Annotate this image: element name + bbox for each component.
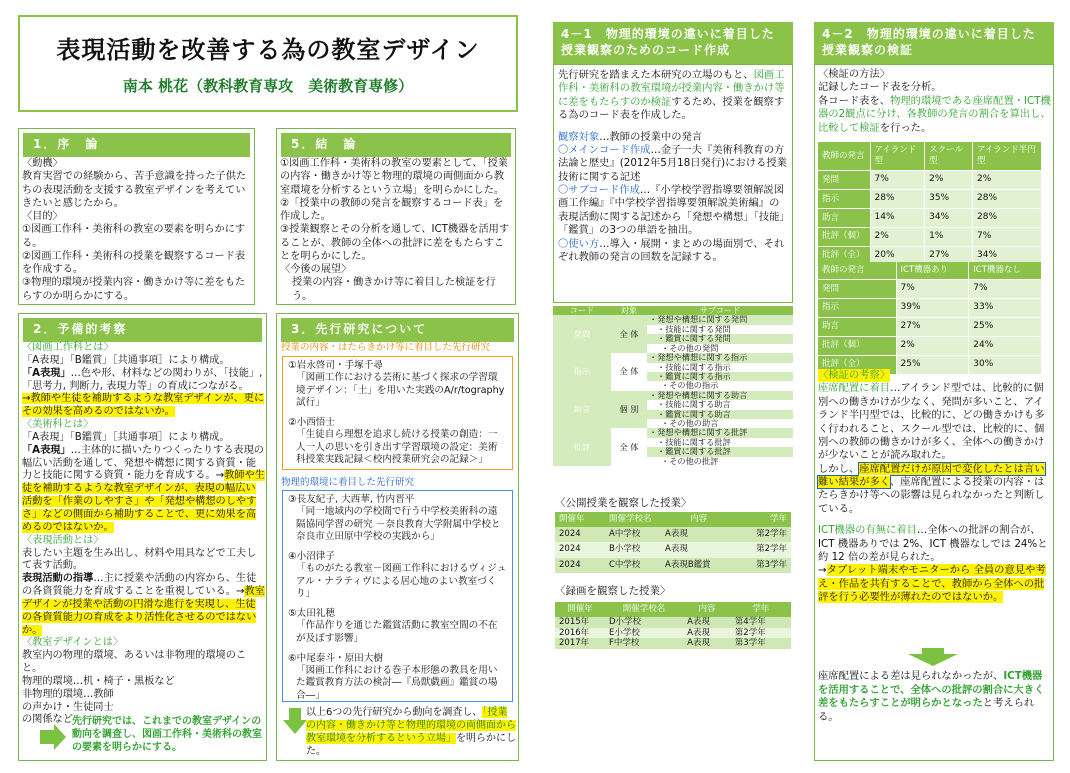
target-col-header: 対象 xyxy=(611,306,647,315)
zukou-line xyxy=(22,368,265,394)
public-school: B小学校 xyxy=(605,542,661,557)
ict-label: 批評（個） xyxy=(818,336,896,355)
subcode-cell: ・その他の指示 xyxy=(647,381,793,390)
hyogen-highlight-text: 教室デザインが授業や活動の円滑な進行を実現し、生徒の各資質能力の育成をより活性化させるのではないか。 xyxy=(22,586,265,636)
consider-ict xyxy=(818,524,1050,564)
zukou-keyword: 「A表現」 xyxy=(22,367,71,379)
video-school: F中学校 xyxy=(605,638,683,649)
zukou-line: 「A表現」「B鑑賞」［共通事項］により構成。 xyxy=(22,354,230,366)
consider-heading: 〈検証の考察〉 xyxy=(818,369,891,381)
method-line: 記録したコード表を分析。 xyxy=(818,81,942,94)
prior-box-physical xyxy=(282,490,513,702)
public-content: A表現 xyxy=(661,542,736,557)
ref-2-author: ②小西悟士 xyxy=(288,417,335,429)
ref-3-author: ③長友紀子, 大西華, 竹内晋平 xyxy=(288,494,415,505)
down-arrow-icon xyxy=(908,648,958,666)
seating-value: 34% xyxy=(973,246,1042,264)
bijutsu-keyword: 「A表現」 xyxy=(22,444,71,456)
video-year-header: 開催年 xyxy=(555,602,605,617)
subcode-cell: ・発想や構想に関する助言 xyxy=(647,391,793,400)
bijutsu-text: …主体的に描いたりつくったりする表現の幅広い活動を通して、発想や構想に関する資質・能力と技能に関する資質・能力を育成する。 xyxy=(22,444,264,482)
code-cell: 助言 xyxy=(553,391,611,429)
prior-sub2-title: 物理的環境に着目した先行研究 xyxy=(281,477,415,488)
code-cell: 指示 xyxy=(553,353,611,391)
s41-intro xyxy=(558,69,790,123)
zukou-heading: 〈図画工作科とは〉 xyxy=(22,342,114,353)
title-box xyxy=(18,15,518,112)
seating-value: 28% xyxy=(973,209,1042,228)
ict-value: 25% xyxy=(896,355,969,373)
ref-5-title: 「作品作りを通じた鑑賞活動に教室空間の不在が及ぼす影響」 xyxy=(296,620,498,644)
target-cell: 全 体 xyxy=(611,428,647,466)
subcode-cell: ・技能に関する批評 xyxy=(647,438,793,447)
conclusion-line: ②「授業中の教師の発言を観察するコード表」を作成した。 xyxy=(280,197,504,222)
video-row xyxy=(555,638,791,649)
seating-label: 発問 xyxy=(818,171,870,190)
consider-however-a: しかし、 xyxy=(818,462,860,475)
s41-intro-b: 図画工作科・美術科の教室環境が授業内容・働きかけ等に差をもたらすのか検証 xyxy=(558,69,785,108)
bijutsu-line: 「A表現」「B鑑賞」［共通事項］により構成。 xyxy=(22,431,230,443)
public-grade-header: 学年 xyxy=(736,512,791,527)
prior-box-content xyxy=(282,356,513,470)
ict-value: 33% xyxy=(969,299,1042,318)
ict-row xyxy=(818,336,1042,355)
seating-row xyxy=(818,209,1042,228)
hyogen-text: …主に授業や活動の内容から、生徒の各資質能力を育成することを重視している。 xyxy=(22,573,257,598)
subcode-cell: ・発想や構想に関する批評 xyxy=(647,428,793,437)
s41-sub-b: …『小学校学習指導要領解説図画工作編』『中学校学習指導要領解説美術編』の 表現活動に関する記述から「発想や構想」「技能」「鑑賞」の3つの単語を抽出。 xyxy=(558,184,790,237)
subcode-cell: ・発想や構想に関する発問 xyxy=(647,315,793,324)
s41-sub-a: 〇サブコード作成 xyxy=(558,184,640,196)
ict-label: 指示 xyxy=(818,299,896,318)
video-school: E小学校 xyxy=(605,628,683,639)
video-grade: 第2学年 xyxy=(731,628,791,639)
public-content: A表現 xyxy=(661,527,736,542)
consider-ict-result xyxy=(818,564,1050,604)
consider-however-c: 、座席配置による授業の内容・はたらきかけ等への影響は見られなかったと判断している。 xyxy=(818,476,1045,515)
consider-ict-result-text: タブレット端末やモニターから 全員の意見や考え・作品を共有することで、教師から全体への批評を行う必要性が薄れたのではないか。 xyxy=(818,564,1046,603)
public-year: 2024 xyxy=(555,527,605,542)
ict-label: 助言 xyxy=(818,317,896,336)
consider-ict-a: ICT機器の有無に着目 xyxy=(818,524,917,537)
s41-main-b: …金子一夫『美術科教育の方法論と歴史』(2012年5月18日発行)における授業技術に関する記述 xyxy=(558,143,787,183)
seating-value: 7% xyxy=(973,228,1042,247)
method-line-c: を行った。 xyxy=(879,121,932,134)
seating-label: 批評（個） xyxy=(818,228,870,247)
public-content: A表現B鑑賞 xyxy=(661,558,736,573)
public-school-header: 開催学校名 xyxy=(605,512,661,527)
public-class-table xyxy=(555,512,791,573)
s41-observe-b: …教師の授業中の発言 xyxy=(599,130,703,143)
consider-seating-b: …アイランド型では、比較的に個別への働きかけが少なく、発問が多いこと、アイランド半円型では、比較的に、どの働きかけも多く行われること、スクール型では、比較的に、個別への教師の働きかけが多く、全体への働きかけが少ないことが読み取れた。 xyxy=(818,382,1045,462)
ict-label: 批評（全） xyxy=(818,355,896,373)
subcode-cell: ・鑑賞に関する批評 xyxy=(647,447,793,456)
prior-sub1-title: 授業の内容・はたらきかけ等に着目した先行研究 xyxy=(281,342,491,353)
final-conclusion xyxy=(818,670,1050,724)
code-cell: 発問 xyxy=(553,315,611,353)
seating-header-cell: アイランド半円型 xyxy=(973,142,1042,171)
prior-summary-a: 以上6つの先行研究から動向を調査し、 xyxy=(306,707,483,718)
public-year-header: 開催年 xyxy=(555,512,605,527)
hyogen-arrow: → xyxy=(235,586,245,598)
ict-row xyxy=(818,280,1042,299)
target-cell: 全 体 xyxy=(611,353,647,391)
hyogen-line: 表したい主題を生み出し、材料や用具などで工夫して表す活動。 xyxy=(22,547,257,572)
public-class-heading: 〈公開授業を観察した授業〉 xyxy=(555,497,692,509)
s41-observe xyxy=(558,131,790,144)
consider-seating-a: 座席配置に着目 xyxy=(818,382,891,395)
video-class-table xyxy=(555,602,791,649)
ref-1-title: 「図画工作における芸術に基づく探求の学習環境デザイン：「土」を用いた実践のA/r/tography 試行」 xyxy=(296,372,505,408)
method-line-b: 物理的環境である座席配置・ICT機器の2観点に分け、各教師の発言の割合を算出し、比較して検証 xyxy=(818,94,1051,134)
public-row xyxy=(555,527,791,542)
subcode-cell: ・その他の助言 xyxy=(647,419,793,428)
public-content-header: 内容 xyxy=(661,512,736,527)
bijutsu-line xyxy=(22,445,265,535)
ref-4-author: ④小沼律子 xyxy=(288,551,335,563)
ref-1-author: ①岩永啓司・手塚千尋 xyxy=(288,360,383,371)
seating-value: 34% xyxy=(925,209,973,228)
subcode-cell: ・技能に関する助言 xyxy=(647,400,793,409)
ict-value: 7% xyxy=(969,280,1042,299)
consider-however-b: 座席配置だけが原因で変化したとは言い難い結果が多く xyxy=(818,462,1045,488)
subcode-cell: ・その他の発問 xyxy=(647,344,793,353)
public-year: 2024 xyxy=(555,542,605,557)
video-grade-header: 学年 xyxy=(731,602,791,617)
final-a: 座席配置による差は見られなかったが、 xyxy=(818,670,1004,682)
seating-row xyxy=(818,171,1042,190)
s41-use xyxy=(558,238,790,265)
ict-header-cell: ICT機器なし xyxy=(969,262,1042,280)
seating-value: 2% xyxy=(925,171,973,190)
method-line-a: 各コード表を、 xyxy=(818,94,891,107)
poster-title: 表現活動を改善する為の教室デザイン xyxy=(56,36,480,64)
intro-line: ①図画工作科・美術科の教室の要素を明らかにする。 xyxy=(22,224,246,249)
video-table-header xyxy=(555,602,791,617)
ref-5-author: ⑤太田礼穂 xyxy=(288,608,335,620)
hyogen-line xyxy=(22,573,265,637)
ict-value: 7% xyxy=(896,280,969,299)
section-4-2-consideration xyxy=(818,369,1050,604)
public-school: A中学校 xyxy=(605,527,661,542)
zukou-highlight-text: →教師や生徒を補助するような教室デザインが、更にその効果を高めるのではないか。 xyxy=(22,393,265,418)
prior-summary xyxy=(306,706,516,758)
seating-header-cell: アイランド型 xyxy=(870,142,925,171)
ict-value: 24% xyxy=(969,336,1042,355)
intro-line: ②図画工作科・美術科の授業を観察するコード表を作成する。 xyxy=(22,250,246,275)
section-4-2-method xyxy=(818,68,1052,135)
seating-value: 28% xyxy=(973,190,1042,209)
seating-header xyxy=(818,142,1042,171)
intro-line: ③物理的環境が授業内容・働きかけ等に差をもたらすのか明らかにする。 xyxy=(22,277,246,302)
ict-header xyxy=(818,262,1042,280)
section-prior-heading: 3．先行研究について xyxy=(281,318,514,342)
section-4-1-heading: 4－1 物理的環境の違いに着目した授業観察のためのコード作成 xyxy=(553,22,793,64)
subcode-cell: ・発想や構想に関する指示 xyxy=(647,353,793,362)
bijutsu-arrow: → xyxy=(215,470,225,482)
zukou-text: …色や形、材料などの関わりが、「技能」,「思考力, 判断力, 表現力等」の育成につながる。 xyxy=(22,367,263,392)
seating-value: 1% xyxy=(925,228,973,247)
public-row xyxy=(555,558,791,573)
subcode-col-header: サブコード xyxy=(647,306,793,315)
poster-author: 南本 桃花（教科教育専攻 美術教育専修） xyxy=(122,77,414,95)
bijutsu-heading: 〈美術科とは〉 xyxy=(22,419,94,431)
code-cell: 批評 xyxy=(553,428,611,466)
s41-use-b: …導入・展開・まとめの場面別で、それぞれ教師の発言の回数を記録する。 xyxy=(558,237,785,263)
s41-main xyxy=(558,144,790,184)
ref-2-title: 「生徒自ら理想を追求し続ける授業の創造：一人一人の思いを引き出す学習環境の設定：美術科授業実践記録＜校内授業研究会の記録＞」 xyxy=(296,429,498,465)
subcode-cell: ・鑑賞に関する指示 xyxy=(647,372,793,381)
seating-value: 2% xyxy=(870,228,925,247)
subcode-cell: ・鑑賞に関する助言 xyxy=(647,410,793,419)
down-arrow-icon xyxy=(38,722,68,752)
prior-summary-b: 「授業の内容・働きかけ等と物理的環境の両側面から教室環境を分析するという立場」 xyxy=(306,707,516,744)
target-cell: 全 体 xyxy=(611,315,647,353)
ict-header-cell: 教師の発言 xyxy=(818,262,896,280)
design-line: 教室内の物理的環境、あるいは非物理的環境のこと。 xyxy=(22,650,247,675)
conclusion-line: ③授業観察とその分析を通して、ICT機器を活用することが、教師の全体への批評に差をもたらすことを明らかにした。 xyxy=(280,224,510,262)
s41-sub xyxy=(558,184,790,238)
ict-value: 27% xyxy=(896,317,969,336)
prior-summary-c: を明らかにした。 xyxy=(306,733,516,757)
s41-intro-c: するため、授業を観察する為のコード表を作成した。 xyxy=(558,95,785,122)
preliminary-summary: 先行研究では、これまでの教室デザインの動向を調査し、図画工作科・美術科の教室の要素を明らかにする。 xyxy=(72,716,262,753)
method-heading: 〈検証の方法〉 xyxy=(818,68,891,80)
public-table-header xyxy=(555,512,791,527)
video-content: A表現 xyxy=(683,617,731,628)
ict-table xyxy=(818,262,1042,374)
seating-row xyxy=(818,190,1042,209)
section-4-2-heading: 4－2 物理的環境の違いに着目した授業観察の検証 xyxy=(814,22,1054,64)
public-grade: 第2学年 xyxy=(736,542,791,557)
consider-however xyxy=(818,463,1050,517)
video-school: D小学校 xyxy=(605,617,683,628)
seating-label: 批評（全） xyxy=(818,246,870,264)
s41-observe-a: 観察対象 xyxy=(558,130,600,143)
seating-label: 助言 xyxy=(818,209,870,228)
subcode-cell: ・その他の批評 xyxy=(647,457,793,466)
bijutsu-highlight-text: 教師や生徒を補助するような教室デザインが、表現の幅広い活動を「作業のしやすさ」や「発想や構想のしやすさ」などの側面から補助することで、更に効果を高めるのではないか。 xyxy=(22,470,265,533)
section-4-1-body xyxy=(558,69,790,264)
ict-value: 39% xyxy=(896,299,969,318)
video-year: 2015年 xyxy=(555,617,605,628)
consider-ict-arrow: → xyxy=(818,564,827,577)
conclusion-line: 〈今後の展望〉 xyxy=(280,264,352,275)
design-heading: 〈教室デザインとは〉 xyxy=(22,637,124,649)
section-intro-body xyxy=(22,157,252,303)
seating-value: 28% xyxy=(870,190,925,209)
video-content-header: 内容 xyxy=(683,602,731,617)
down-arrow-icon xyxy=(283,708,307,734)
ict-row xyxy=(818,317,1042,336)
video-row xyxy=(555,628,791,639)
s41-main-a: 〇メインコード作成 xyxy=(558,143,651,156)
section-preliminary-body xyxy=(22,342,265,727)
intro-line: 〈目的〉 xyxy=(22,211,63,222)
ict-value: 30% xyxy=(969,355,1042,373)
seating-value: 14% xyxy=(870,209,925,228)
video-content: A表現 xyxy=(683,638,731,649)
design-line: 物理的環境…机・椅子・黒板など xyxy=(22,675,175,687)
public-grade: 第2学年 xyxy=(736,527,791,542)
consider-ict-b: …全体への批評の割合が、ICT 機器ありでは 2%、ICT 機器なしでは 24%と約 12 倍の差が見られた。 xyxy=(818,524,1048,563)
zukou-highlight xyxy=(22,393,265,419)
target-cell: 個 別 xyxy=(611,391,647,429)
video-year: 2016年 xyxy=(555,628,605,639)
video-grade: 第4学年 xyxy=(731,617,791,628)
seating-value: 2% xyxy=(973,171,1042,190)
video-school-header: 開催学校名 xyxy=(605,602,683,617)
seating-value: 35% xyxy=(925,190,973,209)
public-grade: 第3学年 xyxy=(736,558,791,573)
intro-line: 教育実習での経験から、苦手意識を持った子供たちの表現活動を支援する教室デザインを考えていきたいと感じたから。 xyxy=(22,171,247,209)
subcode-cell: ・技能に関する発問 xyxy=(647,325,793,334)
s41-intro-a: 先行研究を踏まえた本研究の立場のもと、 xyxy=(558,69,754,81)
seating-header-cell: スクール型 xyxy=(925,142,973,171)
conclusion-line: 授業の内容・働きかけ等に着目した検証を行う。 xyxy=(292,277,496,302)
video-content: A表現 xyxy=(683,628,731,639)
conclusion-line: ①図画工作科・美術科の教室の要素として、「授業の内容・働きかけ等と物理的環境の両側面から教室環境を分析するという立場」を明らかにした。 xyxy=(280,158,508,196)
ict-label: 発問 xyxy=(818,280,896,299)
design-line: 非物理的環境…教師の声かけ・生徒同士の関係など xyxy=(22,688,114,726)
ict-value: 2% xyxy=(896,336,969,355)
seating-value: 7% xyxy=(870,171,925,190)
subcode-cell: ・鑑賞に関する発問 xyxy=(647,334,793,343)
ref-6-title: 「図画工作科における巻子本形態の教具を用いた鑑賞教育方法の検討―『鳥獣戯画』鑑賞の場合―」 xyxy=(296,665,498,701)
video-row xyxy=(555,617,791,628)
consider-seating xyxy=(818,382,1050,462)
s41-use-a: 〇使い方 xyxy=(558,237,600,250)
video-year: 2017年 xyxy=(555,638,605,649)
ict-header-cell: ICT機器あり xyxy=(896,262,969,280)
section-conclusion-heading: 5．結 論 xyxy=(281,133,511,157)
video-class-heading: 〈録画を観察した授業〉 xyxy=(555,585,671,597)
hyogen-heading: 〈表現活動とは〉 xyxy=(22,534,104,546)
public-year: 2024 xyxy=(555,558,605,573)
seating-label: 指示 xyxy=(818,190,870,209)
video-grade: 第3学年 xyxy=(731,638,791,649)
final-c: と考えられる。 xyxy=(818,697,1035,723)
intro-line: 〈動機〉 xyxy=(22,158,63,169)
ict-row xyxy=(818,299,1042,318)
public-row xyxy=(555,542,791,557)
final-b: ICT機器を活用することで、全体への批評の割合に大きく差をもたらすことが明らかとなった xyxy=(818,670,1045,710)
section-preliminary-heading: 2．予備的考察 xyxy=(23,318,262,342)
public-school: C中学校 xyxy=(605,558,661,573)
seating-table xyxy=(818,142,1042,265)
section-intro-heading: 1．序 論 xyxy=(23,133,250,157)
section-conclusion-body xyxy=(280,157,513,303)
seating-value: 20% xyxy=(870,246,925,264)
ict-value: 25% xyxy=(969,317,1042,336)
seating-header-cell: 教師の発言 xyxy=(818,142,870,171)
subcode-cell: ・技能に関する指示 xyxy=(647,363,793,372)
code-col-header: コード xyxy=(553,306,611,315)
method-line xyxy=(818,95,1052,135)
seating-row xyxy=(818,228,1042,247)
seating-value: 27% xyxy=(925,246,973,264)
ref-6-author: ⑥中尾泰斗・原田大樹 xyxy=(288,652,383,664)
ref-3-title: 「同一地域内の学校間で行う中学校美術科の遠隔協同学習の研究 －奈良教育大学附属中学校と奈良市立田原中学校の実践から」 xyxy=(296,506,501,542)
code-table xyxy=(553,306,793,466)
ref-4-title: 「ものがたる教室－図画工作科におけるヴィジュアル・ナラティヴによる居心地のよい教室づくり」 xyxy=(296,563,507,599)
hyogen-keyword: 表現活動の指導 xyxy=(22,573,94,585)
